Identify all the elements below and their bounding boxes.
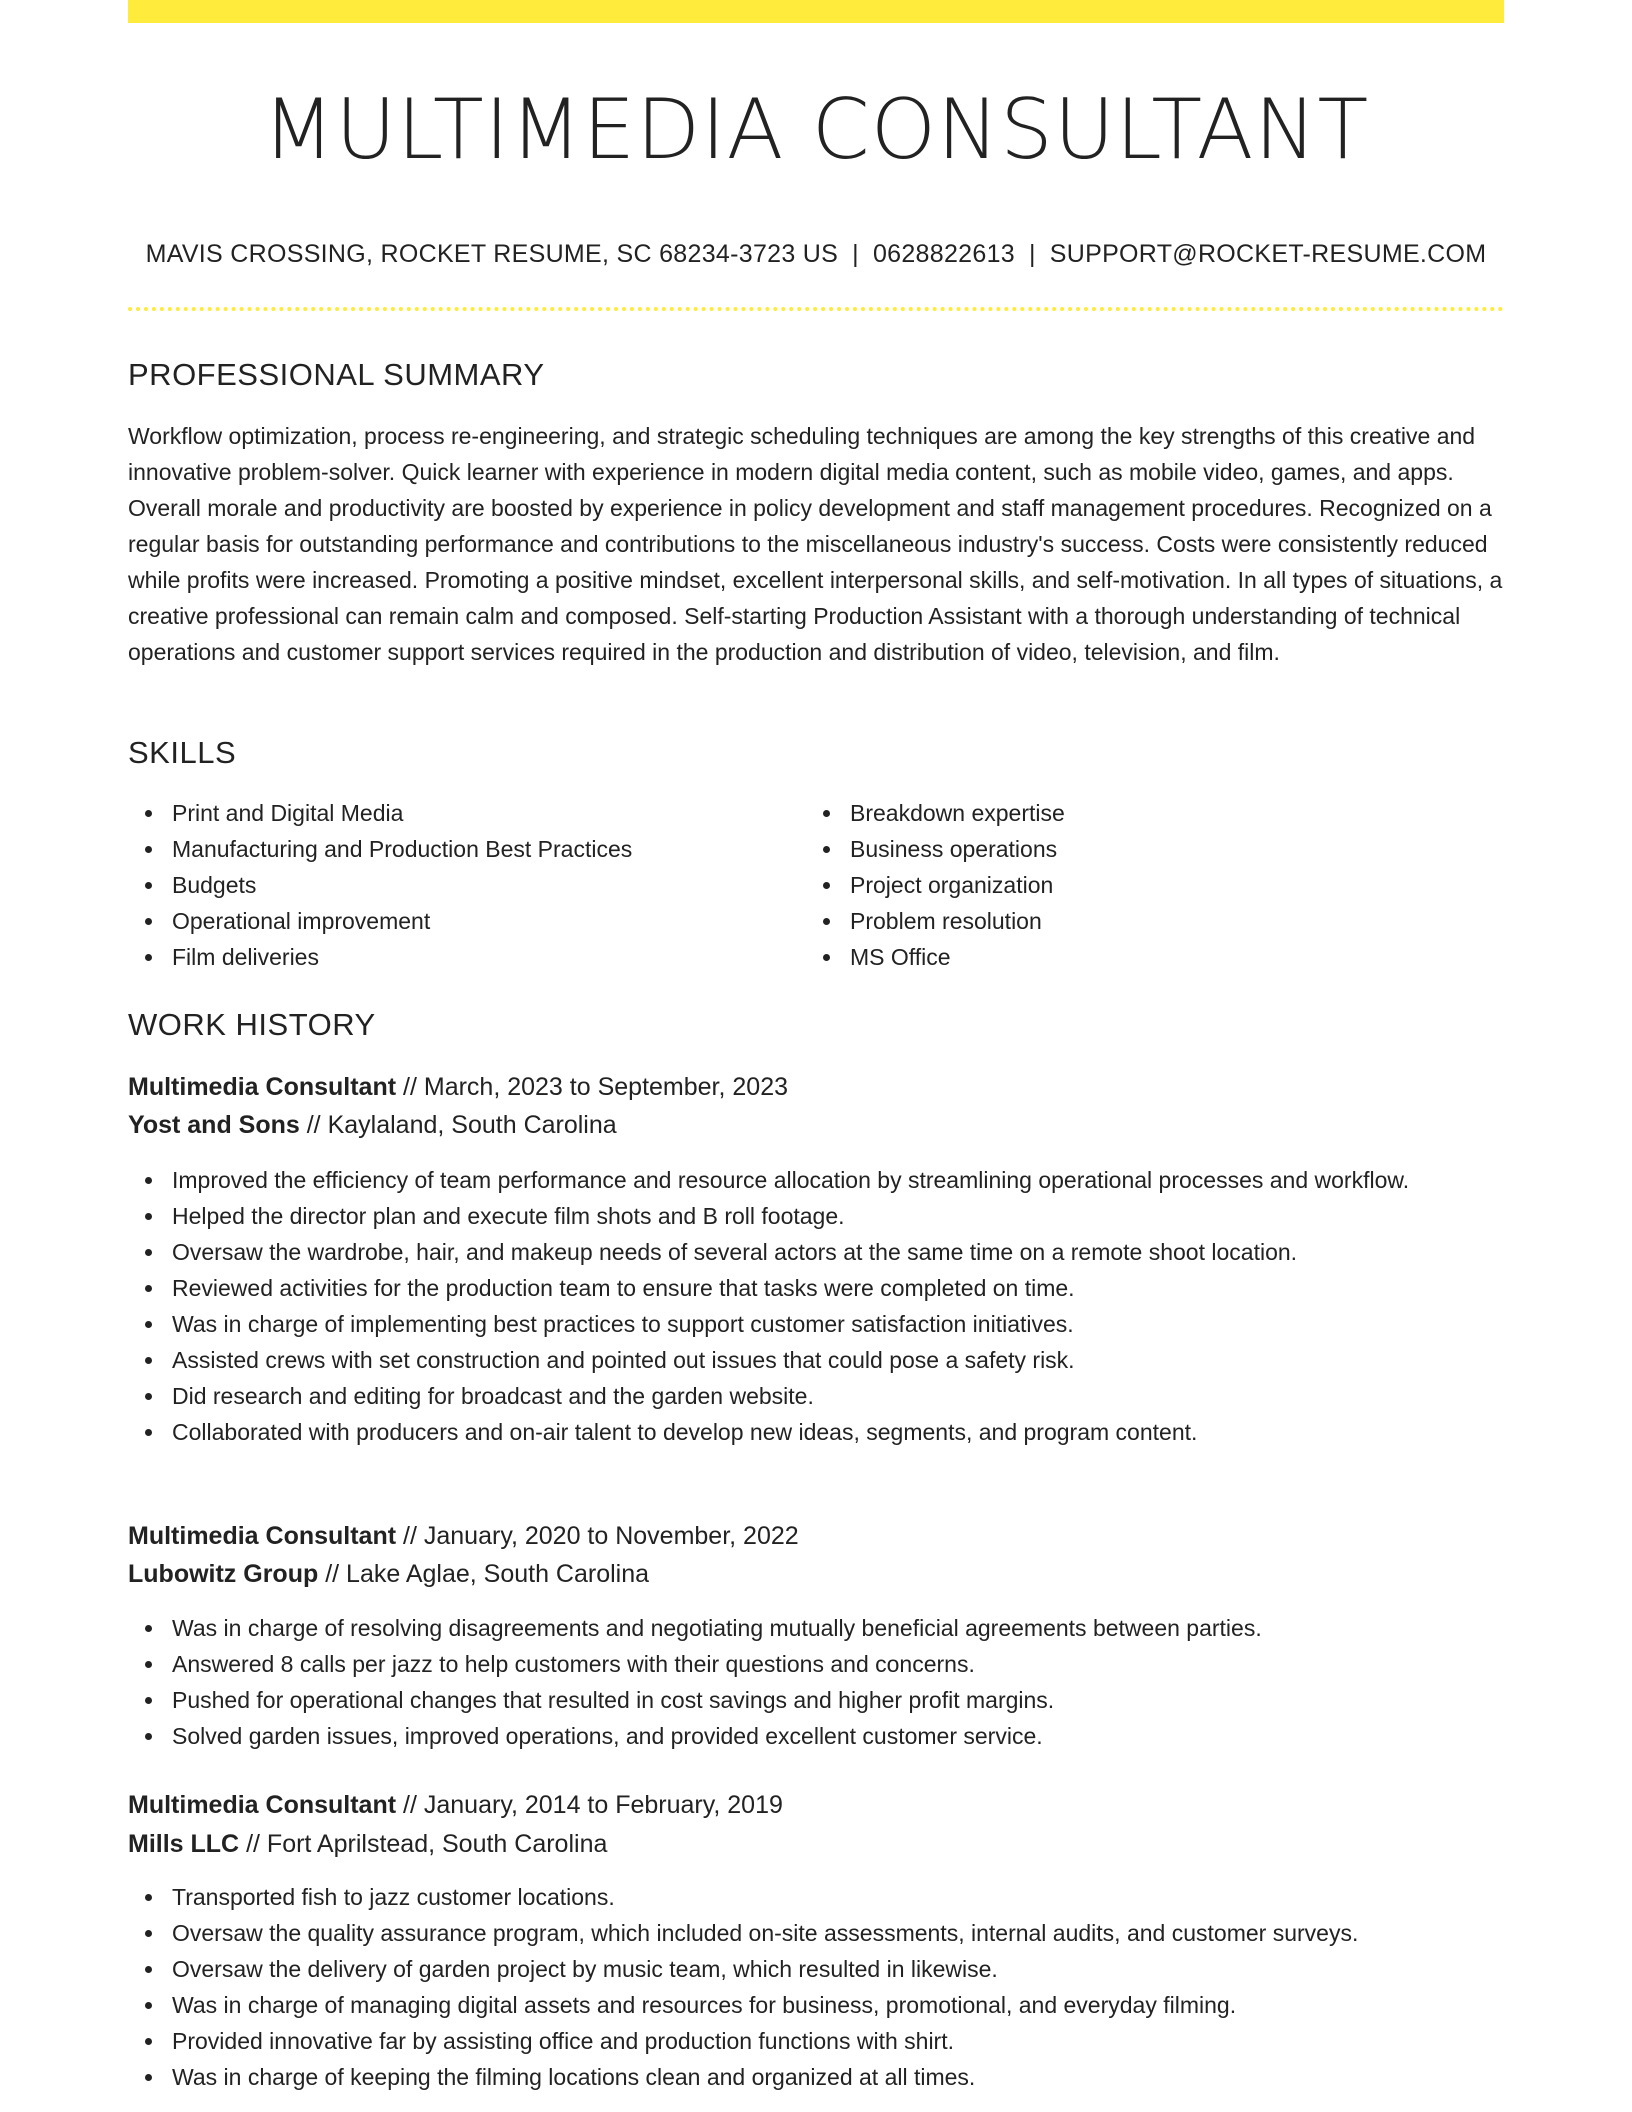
summary-text: Workflow optimization, process re-engineering, and strategic scheduling techniques are among the key strengths of this creative and innovative problem-solver. Quick learner with experience in modern digital media content, such as mobile video, games, and apps. Overall morale and productivity are boosted by experience in policy development and staff management procedures. Recognized on a regular basis for outstanding performance and contributions to the miscellaneous industry's success. Costs were consistently reduced while profits were increased. Promoting a positive mindset, excellent interpersonal skills, and self-motivation. In all types of situations, a creative professional can remain calm and composed. Self-starting Production Assistant with a thorough understanding of technical operations and customer support services required in the production and distribution of video, television, and film. <box>128 423 1503 665</box>
job-company-line <box>128 1555 649 1593</box>
job-duty: Transported fish to jazz customer locations. <box>128 1879 1504 1915</box>
skill-item: Film deliveries <box>128 939 788 975</box>
contact-email[interactable]: SUPPORT@ROCKET-RESUME.COM <box>1049 240 1487 268</box>
job-duties-list <box>128 1610 1504 1754</box>
resume-title: MULTIMEDIA CONSULTANT <box>262 81 1370 178</box>
job-separator: // <box>325 1560 340 1588</box>
skill-item: Print and Digital Media <box>128 795 788 831</box>
job-duty: Pushed for operational changes that resulted in cost savings and higher profit margins. <box>128 1682 1504 1718</box>
job-title-line <box>128 1517 799 1555</box>
skill-item: Manufacturing and Production Best Practices <box>128 831 788 867</box>
skill-item: Problem resolution <box>806 903 1466 939</box>
contact-phone: 0628822613 <box>872 240 1015 268</box>
job-duties-list <box>128 1162 1504 1450</box>
job-duty: Assisted crews with set construction and pointed out issues that could pose a safety risk. <box>128 1342 1504 1378</box>
skill-item: MS Office <box>806 939 1466 975</box>
job-separator: // <box>403 1073 417 1101</box>
job-duty: Was in charge of keeping the filming locations clean and organized at all times. <box>128 2059 1504 2095</box>
job-duty: Was in charge of managing digital assets and resources for business, promotional, and everyday filming. <box>128 1987 1504 2023</box>
job-separator: // <box>403 1791 417 1819</box>
skill-item: Breakdown expertise <box>806 795 1466 831</box>
job-company-line <box>128 1106 617 1144</box>
job-title: Multimedia Consultant <box>128 1791 397 1819</box>
job-company: Mills LLC <box>128 1830 240 1858</box>
job-location: Fort Aprilstead, South Carolina <box>266 1830 608 1858</box>
job-company: Yost and Sons <box>128 1111 300 1139</box>
resume-page <box>128 0 1504 2112</box>
skills-list-right <box>806 795 1466 975</box>
job-dates: March, 2023 to September, 2023 <box>423 1073 788 1101</box>
skill-item: Business operations <box>806 831 1466 867</box>
job-separator: // <box>403 1522 417 1550</box>
job-company: Lubowitz Group <box>128 1560 319 1588</box>
job-dates: January, 2020 to November, 2022 <box>423 1522 799 1550</box>
job-duty: Was in charge of resolving disagreements and negotiating mutually beneficial agreements between parties. <box>128 1610 1504 1646</box>
contact-separator: | <box>1028 240 1036 268</box>
job-title: Multimedia Consultant <box>128 1522 397 1550</box>
summary-heading: PROFESSIONAL SUMMARY <box>128 357 545 392</box>
job-duty: Improved the efficiency of team performance and resource allocation by streamlining operational processes and workflow. <box>128 1162 1504 1198</box>
job-separator: // <box>306 1111 321 1139</box>
job-duty: Answered 8 calls per jazz to help customers with their questions and concerns. <box>128 1646 1504 1682</box>
job-duty: Oversaw the wardrobe, hair, and makeup needs of several actors at the same time on a remote shoot location. <box>128 1234 1504 1270</box>
contact-address: MAVIS CROSSING, ROCKET RESUME, SC 68234-3723 US <box>145 240 839 268</box>
job-duty: Helped the director plan and execute film shots and B roll footage. <box>128 1198 1504 1234</box>
skill-item: Project organization <box>806 867 1466 903</box>
skills-heading: SKILLS <box>128 735 237 770</box>
job-duty: Solved garden issues, improved operations, and provided excellent customer service. <box>128 1718 1504 1754</box>
skills-list-left <box>128 795 788 975</box>
job-duty: Was in charge of implementing best practices to support customer satisfaction initiatives. <box>128 1306 1504 1342</box>
job-title: Multimedia Consultant <box>128 1073 397 1101</box>
job-title-line <box>128 1786 783 1824</box>
job-title-line <box>128 1068 788 1106</box>
contact-separator: | <box>852 240 859 268</box>
job-duty: Oversaw the delivery of garden project by music team, which resulted in likewise. <box>128 1951 1504 1987</box>
job-location: Kaylaland, South Carolina <box>327 1111 617 1139</box>
job-dates: January, 2014 to February, 2019 <box>423 1791 783 1819</box>
job-duty: Oversaw the quality assurance program, which included on-site assessments, internal audits, and customer surveys. <box>128 1915 1504 1951</box>
job-company-line <box>128 1825 607 1863</box>
job-duties-list <box>128 1879 1504 2095</box>
job-duty: Did research and editing for broadcast and the garden website. <box>128 1378 1504 1414</box>
work-history-heading: WORK HISTORY <box>128 1007 376 1042</box>
job-separator: // <box>246 1830 260 1858</box>
job-duty: Reviewed activities for the production team to ensure that tasks were completed on time. <box>128 1270 1504 1306</box>
contact-line <box>128 236 1504 272</box>
header-divider <box>128 307 1504 311</box>
job-location: Lake Aglae, South Carolina <box>346 1560 650 1588</box>
top-accent-bar <box>128 0 1504 23</box>
skill-item: Operational improvement <box>128 903 788 939</box>
skill-item: Budgets <box>128 867 788 903</box>
job-duty: Provided innovative far by assisting office and production functions with shirt. <box>128 2023 1504 2059</box>
job-duty: Collaborated with producers and on-air talent to develop new ideas, segments, and program content. <box>128 1414 1504 1450</box>
